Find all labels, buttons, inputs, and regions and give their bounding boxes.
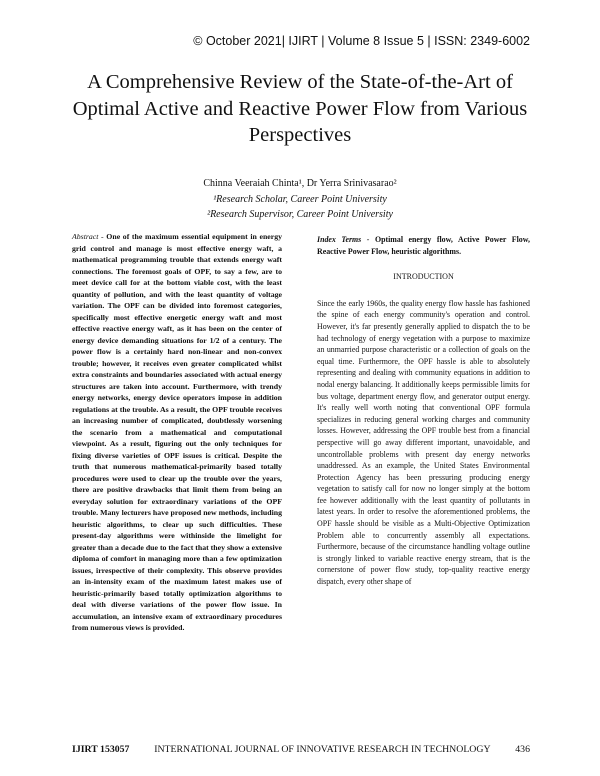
index-terms-text: Optimal energy flow, Active Power Flow, Reactive Power Flow, heuristic algorithms. [317, 235, 530, 256]
paper-title: A Comprehensive Review of the State-of-the-Art of Optimal Active and Reactive Power Flow from Various Perspectives [72, 71, 528, 146]
page-footer [72, 744, 530, 755]
right-column [317, 234, 530, 588]
author-block [100, 176, 500, 223]
footer-paper-id: IJIRT 153057 [72, 744, 130, 755]
affiliation-2: ²Research Supervisor, Career Point University [207, 209, 393, 220]
abstract-text: One of the maximum essential equipment in energy grid control and manage is most effective energy waft, a mathematical programming trouble that extends energy waft connections. The foremost goals of OPF, to say a few, are to meet device call for at the bottom viable cost, with the least quantity of pollution, and with the least quantity of voltage variation. The OPF can be divided into foremost categories, specifically most effective energetic energy waft and most effective reactive energy waft, as it has been on the center of energy device demanding situations for 1/2 of a century. The power flow is a certainly hard non-linear and non-convex trouble; however, it receives even greater complicated whilst extra constraints and boundaries associated with actual energy structures are taken into account. Furthermore, with trendy energy networks, energy device operators impose in addition regulations at the trouble. As a result, the OPF trouble receives an increasing number of complicated, doubtlessly worsening the scenario from a mathematical and computational viewpoint. As a result, figuring out the only techniques for fixing diverse varieties of OPF issues is critical. Despite the truth that numerous mathematical-primarily based totally procedures were used to clear up the trouble over the years, there are positive drawbacks that limit them from being an everyday solution for extraordinary variations of the OPF trouble. Many lecturers have proposed new methods, including heuristic algorithms, to clear up such difficulties. These present-day algorithms were withinside the limelight for greater than a decade due to the fact that they show a extensive diploma of comfort in managing more than a few optimization issues, irrespective of their complexity. This observe provides an in-intensity exam of the maximum latest makes use of heuristic-primarily based totally optimization algorithms to deal with diverse variations of the power flow issue. In accumulation, an intensive exam of extraordinary procedures from numerous views is provided. [72, 232, 282, 632]
journal-issue-header: © October 2021| IJIRT | Volume 8 Issue 5 | ISSN: 2349-6002 [193, 34, 530, 48]
introduction-heading: INTRODUCTION [393, 272, 454, 282]
author-names: Chinna Veeraiah Chinta¹, Dr Yerra Srinivasarao² [203, 178, 397, 189]
footer-journal-name: INTERNATIONAL JOURNAL OF INNOVATIVE RESEARCH IN TECHNOLOGY [154, 744, 491, 755]
footer-page-number: 436 [515, 744, 530, 755]
abstract-column [72, 231, 282, 634]
index-terms [317, 234, 530, 257]
introduction-text: Since the early 1960s, the quality energy flow hassle has fashioned the spine of each energy community's operation and control. However, it's far presently generally applied to dispatch the to be had technology of energy vegetation with a purpose to maximize an unmarried purpose characteristic or a collection of goals on the equal time. Furthermore, the OPF hassle is able to absolutely representing and dealing with community equations in addition to nodal energy balancing. It additionally keeps permissible limits for bus voltage, department energy flow, and generator output energy. It's really well worth noting that conventional OPF formula specializes in reducing general working charges and community losses. However, addressing the OPF trouble best from a financial perspective will go away different important, unavoidable, and uncontrollable problems with present day energy networks unaddressed. As an example, the United States Environmental Protection Agency has been pressuring producing energy vegetation to satisfy call for now no longer simply at the bottom fee however additionally with the least quantity of pollutants in latest years. In order to resolve the aforementioned problems, the OPF hassle should be visible as a Multi-Objective Optimization Problem able to concurrently assembly all expectations. Furthermore, because of the circumstance handling voltage outline is strongly linked to variable reactive energy stream, that is the cornerstone of power flow study, top-quality reactive energy dispatch, every other shape of [317, 298, 530, 587]
abstract-label: Abstract - [72, 232, 104, 241]
affiliation-1: ¹Research Scholar, Career Point University [213, 193, 387, 205]
index-terms-label: Index Terms - [317, 235, 370, 244]
